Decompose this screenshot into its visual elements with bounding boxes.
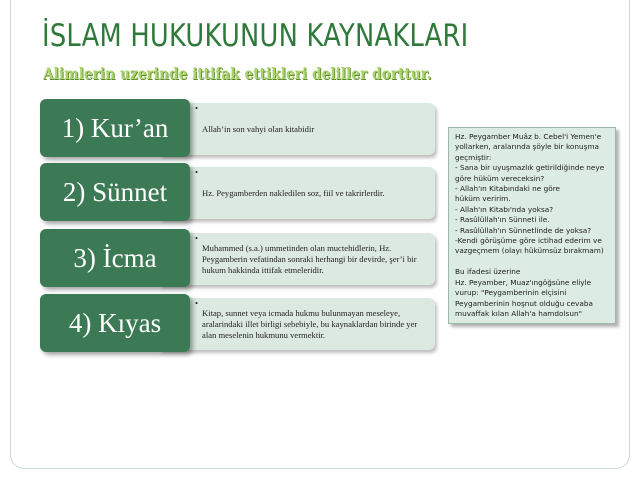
note-line: Peygamberinin hoşnut olduğu cevaba xyxy=(455,298,593,308)
source-label-box xyxy=(40,163,190,221)
note-line: vazgeçmem (olayı hükümsüz bırakmam) xyxy=(455,246,604,256)
note-line: göre hüküm vereceksin? xyxy=(455,173,545,183)
note-line: - Allah'ın Kitabındaki ne göre xyxy=(455,184,561,194)
note-line: - Rasûlüllah'ın Sünneti ile. xyxy=(455,215,550,225)
note-line: yollarken, aralarında şöyle bir konuşma xyxy=(455,142,600,152)
source-row-icma xyxy=(40,229,435,287)
source-description-text: Kitap, sunnet veya icmada hukmu bulunmayan meseleye, aralarindaki illet birligi sebebiyle, bu kaynaklardan birinde yer alan meselenin hukmunu vermektir. xyxy=(202,307,418,340)
source-label-box xyxy=(40,99,190,157)
note-line: vurup: "Peygamberinin elçisini xyxy=(455,288,567,298)
note-line: - Allah'ın Kitabı'nda yoksa? xyxy=(455,204,554,214)
source-label-box xyxy=(40,229,190,287)
source-description-text: Hz. Peygamberden nakledilen soz, fiil ve takrirlerdir. xyxy=(202,187,385,198)
source-description xyxy=(195,167,427,219)
source-label: 2) Sünnet xyxy=(62,176,168,207)
source-row-kiyas xyxy=(40,294,435,352)
note-line: Hz. Peygamber Muâz b. Cebel'i Yemen'e xyxy=(455,132,602,141)
source-label: 1) Kur’an xyxy=(61,112,169,143)
bullet-icon: • xyxy=(195,298,199,308)
note-line: geçmiştir: xyxy=(455,152,492,162)
hadith-note-box xyxy=(448,127,616,324)
note-line xyxy=(455,257,609,267)
source-row-kuran xyxy=(40,99,435,157)
source-description xyxy=(195,233,427,285)
bullet-icon: • xyxy=(195,103,199,113)
note-line: Hz. Peyamber, Muaz'ıngöğsüne eliyle xyxy=(455,277,592,287)
source-label-box xyxy=(40,294,190,352)
slide-subtitle: Alimlerin uzerinde ittifak ettikleri deliller dorttur. xyxy=(43,64,432,83)
slide-title: İSLAM HUKUKUNUN KAYNAKLARI xyxy=(42,18,469,54)
note-line: - Sana bir uyuşmazlık getirildiğinde neye xyxy=(455,163,605,173)
source-description xyxy=(195,298,427,350)
note-line: -Kendi görüşüme göre ictihad ederim ve xyxy=(455,236,602,246)
note-line: hüküm veririm. xyxy=(455,194,511,204)
source-label: 3) İcma xyxy=(73,242,157,273)
bullet-icon: • xyxy=(195,233,199,243)
source-description xyxy=(195,103,427,155)
note-line: Bu ifadesi üzerine xyxy=(455,267,521,277)
note-line: muvaffak kılan Allah'a hamdolsun" xyxy=(455,308,582,318)
source-description-text: Muhammed (s.a.) ummetinden olan muctehidlerin, Hz. Peygamberin vefatindan sonraki herhangi bir devirde, şer’i bir hukum hakkinda ittifak etmeleridir. xyxy=(202,242,417,275)
source-label: 4) Kıyas xyxy=(68,307,162,338)
bullet-icon: • xyxy=(195,167,199,177)
note-line: - Rasûlüllah'ın Sünnetlinde de yoksa? xyxy=(455,225,592,235)
source-row-sunnet xyxy=(40,163,435,221)
source-description-text: Allah’in son vahyi olan kitabidir xyxy=(202,123,315,134)
